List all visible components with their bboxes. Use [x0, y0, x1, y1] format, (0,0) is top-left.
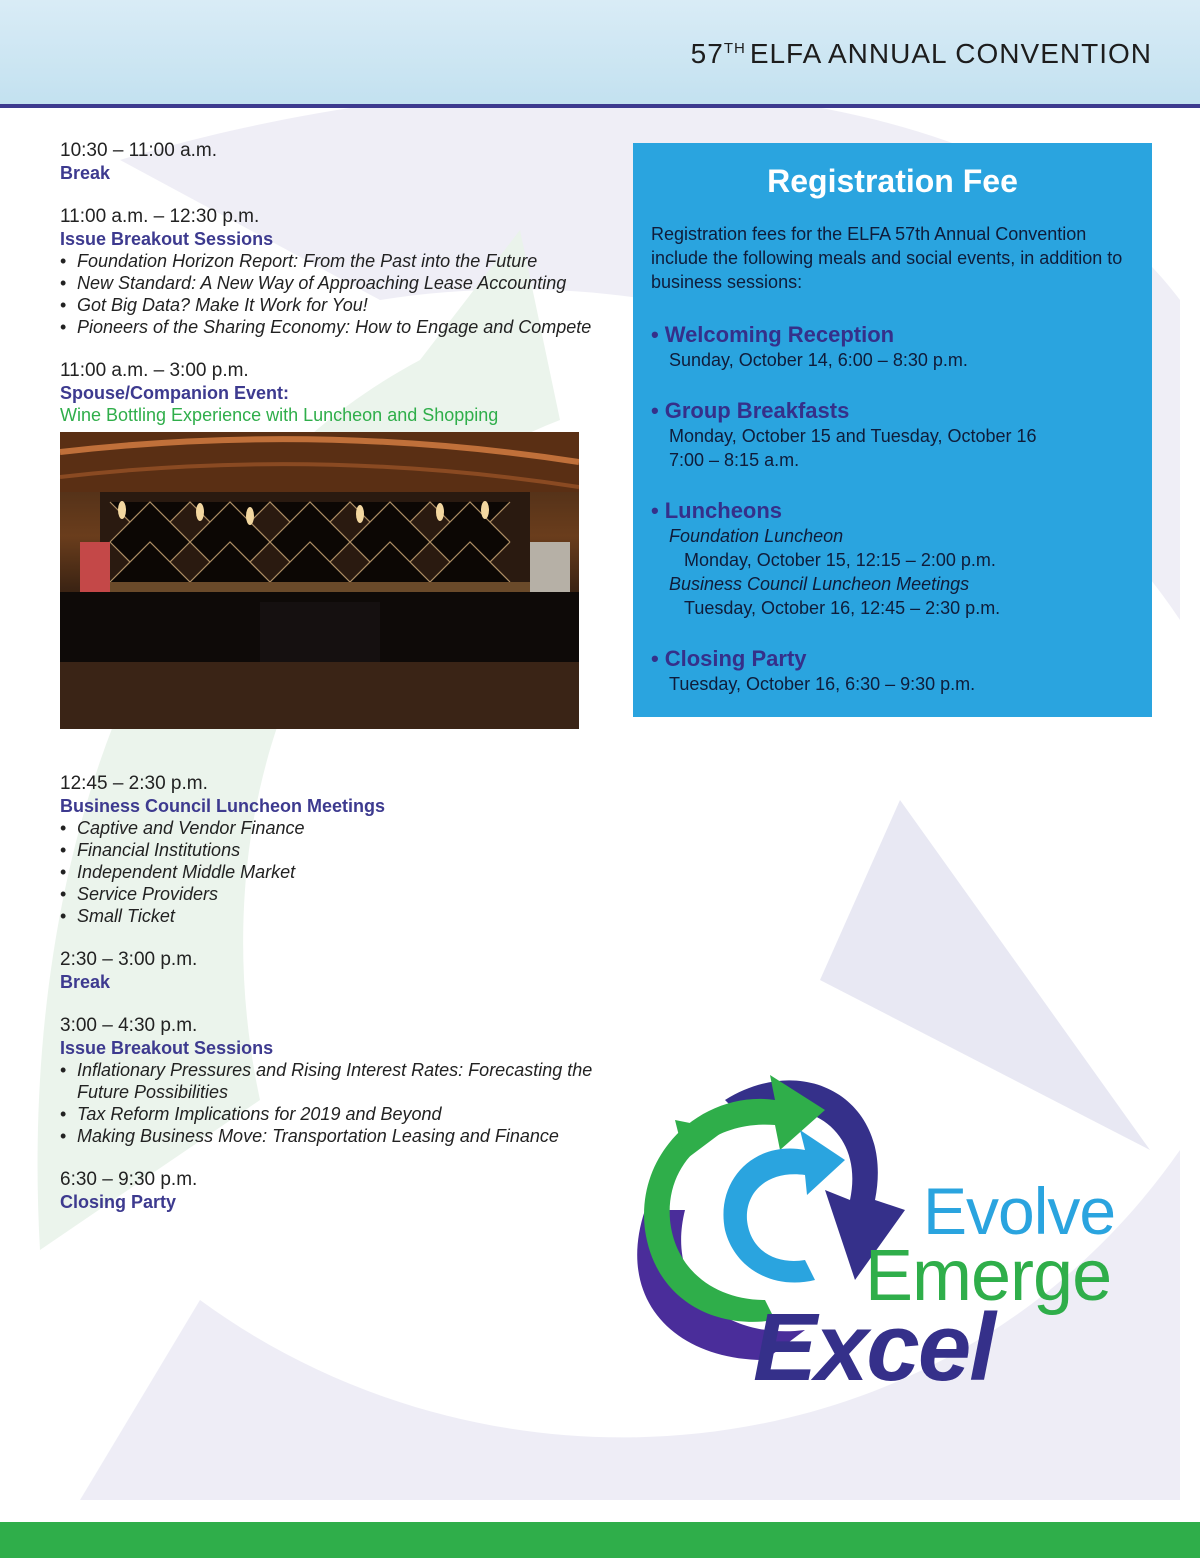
schedule-time: 11:00 a.m. – 3:00 p.m. [60, 360, 249, 381]
session-list [60, 1059, 600, 1147]
registration-item-title-text: Group Breakfasts [664, 398, 850, 423]
bullet-icon: • [651, 646, 659, 671]
registration-line: Monday, October 15 and Tuesday, October 16 [669, 426, 1037, 446]
schedule-time: 3:00 – 4:30 p.m. [60, 1015, 198, 1036]
schedule-title: Issue Breakout Sessions [60, 1038, 274, 1058]
schedule-time: 12:45 – 2:30 p.m. [60, 773, 208, 794]
registration-item-title [651, 498, 1134, 524]
registration-line: Foundation Luncheon [669, 526, 844, 546]
schedule-title: Issue Breakout Sessions [60, 229, 274, 249]
session-item: • Independent Middle Market [60, 861, 600, 883]
registration-item-title [651, 646, 1134, 672]
registration-fee-box [633, 143, 1152, 717]
logo-word-excel: Excel [753, 1294, 994, 1401]
schedule-time: 10:30 – 11:00 a.m. [60, 140, 218, 161]
registration-item-title-text: Luncheons [664, 498, 783, 523]
page-header [0, 0, 1200, 108]
registration-title: Registration Fee [767, 163, 1018, 199]
header-title [691, 38, 1152, 70]
schedule-title: Break [60, 972, 111, 992]
schedule-block-closing-party [60, 1169, 600, 1213]
schedule-block-breakout-1 [60, 206, 600, 338]
logo-word-emerge: Emerge [865, 1236, 1112, 1316]
registration-item-closing-party [651, 646, 1134, 696]
session-list [60, 250, 600, 338]
schedule-time: 2:30 – 3:00 p.m. [60, 949, 198, 970]
bullet-icon: • [651, 322, 659, 347]
session-item: • Got Big Data? Make It Work for You! [60, 294, 600, 316]
header-title-text: ELFA ANNUAL CONVENTION [749, 38, 1152, 69]
registration-line: Monday, October 15, 12:15 – 2:00 p.m. [684, 550, 996, 570]
registration-item-title-text: Closing Party [664, 646, 807, 671]
session-item: • Captive and Vendor Finance [60, 817, 600, 839]
schedule-block-business-council [60, 773, 600, 927]
schedule-title: Closing Party [60, 1192, 177, 1212]
schedule-title: Business Council Luncheon Meetings [60, 796, 386, 816]
session-item: • Inflationary Pressures and Rising Interest Rates: Forecasting the Future Possibilities [60, 1059, 600, 1103]
evolve-emerge-excel-logo [575, 1060, 1175, 1410]
session-item: • Service Providers [60, 883, 600, 905]
header-ordinal-suffix: TH [723, 40, 746, 57]
schedule-block-break-1 [60, 140, 600, 184]
registration-item-luncheons [651, 498, 1134, 620]
registration-item-group-breakfasts [651, 398, 1134, 472]
registration-item-welcoming-reception [651, 322, 1134, 372]
session-item: • Pioneers of the Sharing Economy: How to Engage and Compete [60, 316, 600, 338]
registration-line: 7:00 – 8:15 a.m. [669, 450, 800, 470]
schedule-block-spouse-event [60, 360, 600, 426]
bullet-icon: • [651, 398, 659, 423]
schedule-column [60, 140, 600, 1235]
schedule-block-break-2 [60, 949, 600, 993]
header-ordinal: 57 [690, 38, 724, 69]
footer-bar [0, 1522, 1200, 1558]
schedule-time: 11:00 a.m. – 12:30 p.m. [60, 206, 260, 227]
registration-line: Tuesday, October 16, 12:45 – 2:30 p.m. [684, 598, 1001, 618]
wine-bar-photo [60, 432, 579, 729]
schedule-block-breakout-2 [60, 1015, 600, 1147]
registration-line: Tuesday, October 16, 6:30 – 9:30 p.m. [669, 674, 976, 694]
registration-line: Sunday, October 14, 6:00 – 8:30 p.m. [669, 350, 968, 370]
registration-intro: Registration fees for the ELFA 57th Annual Convention include the following meals and social events, in addition to business sessions: [651, 224, 1123, 292]
registration-item-title-text: Welcoming Reception [664, 322, 895, 347]
session-item: • New Standard: A New Way of Approaching Lease Accounting [60, 272, 600, 294]
session-item: • Making Business Move: Transportation Leasing and Finance [60, 1125, 600, 1147]
schedule-time: 6:30 – 9:30 p.m. [60, 1169, 198, 1190]
session-item: • Tax Reform Implications for 2019 and Beyond [60, 1103, 600, 1125]
session-item: • Small Ticket [60, 905, 600, 927]
session-item: • Financial Institutions [60, 839, 600, 861]
wine-bar-illustration [60, 432, 579, 729]
bullet-icon: • [651, 498, 659, 523]
registration-line: Business Council Luncheon Meetings [669, 574, 970, 594]
registration-item-title [651, 398, 1134, 424]
schedule-title: Spouse/Companion Event: [60, 383, 290, 403]
logo-word-evolve: Evolve [923, 1174, 1116, 1248]
schedule-subtitle: Wine Bottling Experience with Luncheon and Shopping [60, 405, 499, 425]
session-list [60, 817, 600, 927]
registration-item-title [651, 322, 1134, 348]
schedule-title: Break [60, 163, 111, 183]
session-item: • Foundation Horizon Report: From the Past into the Future [60, 250, 600, 272]
